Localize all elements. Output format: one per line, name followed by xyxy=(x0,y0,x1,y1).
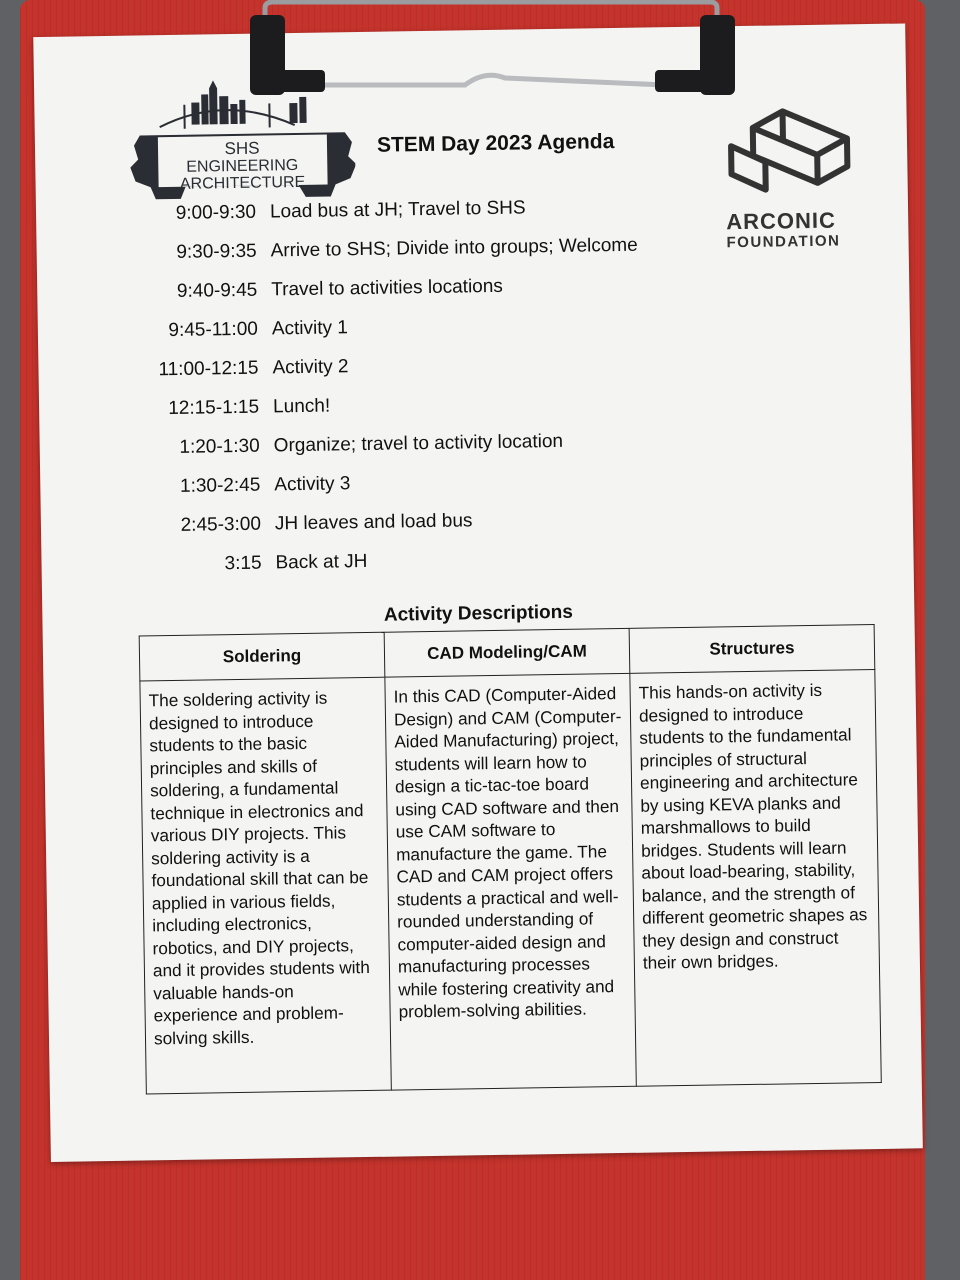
sponsor-subtitle: FOUNDATION xyxy=(726,232,841,252)
schedule-activity: Travel to activities locations xyxy=(271,275,504,301)
schedule-activity: JH leaves and load bus xyxy=(274,510,473,535)
schedule-activity: Activity 1 xyxy=(271,317,349,340)
schedule-activity: Arrive to SHS; Divide into groups; Welcome xyxy=(270,234,638,262)
column-header: Structures xyxy=(629,625,875,674)
sponsor-name: ARCONIC xyxy=(726,207,837,235)
agenda-title: STEM Day 2023 Agenda xyxy=(376,130,615,157)
schedule-time: 3:15 xyxy=(224,552,262,575)
arconic-cube-logo xyxy=(724,104,854,206)
agenda-sheet xyxy=(33,23,923,1162)
schedule-time: 12:15-1:15 xyxy=(168,396,260,420)
activity-descriptions-title: Activity Descriptions xyxy=(383,601,574,626)
logo-line-3: ARCHITECTURE xyxy=(179,173,306,193)
clipboard-clip xyxy=(245,0,740,100)
activity-table xyxy=(139,624,882,1095)
schedule-time: 1:20-1:30 xyxy=(179,435,260,458)
schedule-activity: Back at JH xyxy=(275,550,368,574)
activity-description: The soldering activity is designed to introduce students to the basic principles and skills of soldering, a fundamental technique in electronics and various DIY projects. This soldering activity is a foundational skill that can be applied in various fields, including electronics, robotics, and DIY projects, and it provides students with valuable hands-on experience and problem-solving skills. xyxy=(140,677,391,1094)
schedule-time: 11:00-12:15 xyxy=(158,357,259,381)
schedule-row xyxy=(141,546,702,594)
column-header: CAD Modeling/CAM xyxy=(384,628,630,677)
schedule-time: 1:30-2:45 xyxy=(179,474,261,497)
schedule-activity: Activity 2 xyxy=(272,356,349,379)
activity-description: This hands-on activity is designed to introduce students to the fundamental principles of structural engineering and architecture by using KEVA planks and marshmallows to build bridges. Students will learn about load-bearing, stability, balance, and the strength of different geometric shapes as they design and construct their own bridges. xyxy=(630,669,881,1086)
activity-description: In this CAD (Computer-Aided Design) and CAM (Computer-Aided Manufacturing) project, students will learn how to design a tic-tac-toe board using CAD software and then use CAM software to manufacture the game. The CAD and CAM project offers students a practical and well-rounded understanding of computer-aided design and manufacturing processes while fostering creativity and problem-solving abilities. xyxy=(385,673,636,1090)
logo-line-1: SHS xyxy=(224,138,260,159)
schedule-activity: Load bus at JH; Travel to SHS xyxy=(269,197,526,223)
schedule-time: 9:45-11:00 xyxy=(168,318,259,342)
schedule-list xyxy=(136,195,702,594)
schedule-time: 9:40-9:45 xyxy=(176,279,258,302)
schedule-activity: Organize; travel to activity location xyxy=(273,430,564,457)
schedule-time: 2:45-3:00 xyxy=(180,513,262,536)
column-header: Soldering xyxy=(139,632,385,681)
logo-line-2: ENGINEERING xyxy=(186,156,299,176)
schedule-time: 9:00-9:30 xyxy=(175,201,257,224)
schedule-activity: Lunch! xyxy=(272,395,331,418)
schedule-activity: Activity 3 xyxy=(274,473,351,496)
table-row xyxy=(140,669,881,1093)
schedule-time: 9:30-9:35 xyxy=(176,240,257,263)
